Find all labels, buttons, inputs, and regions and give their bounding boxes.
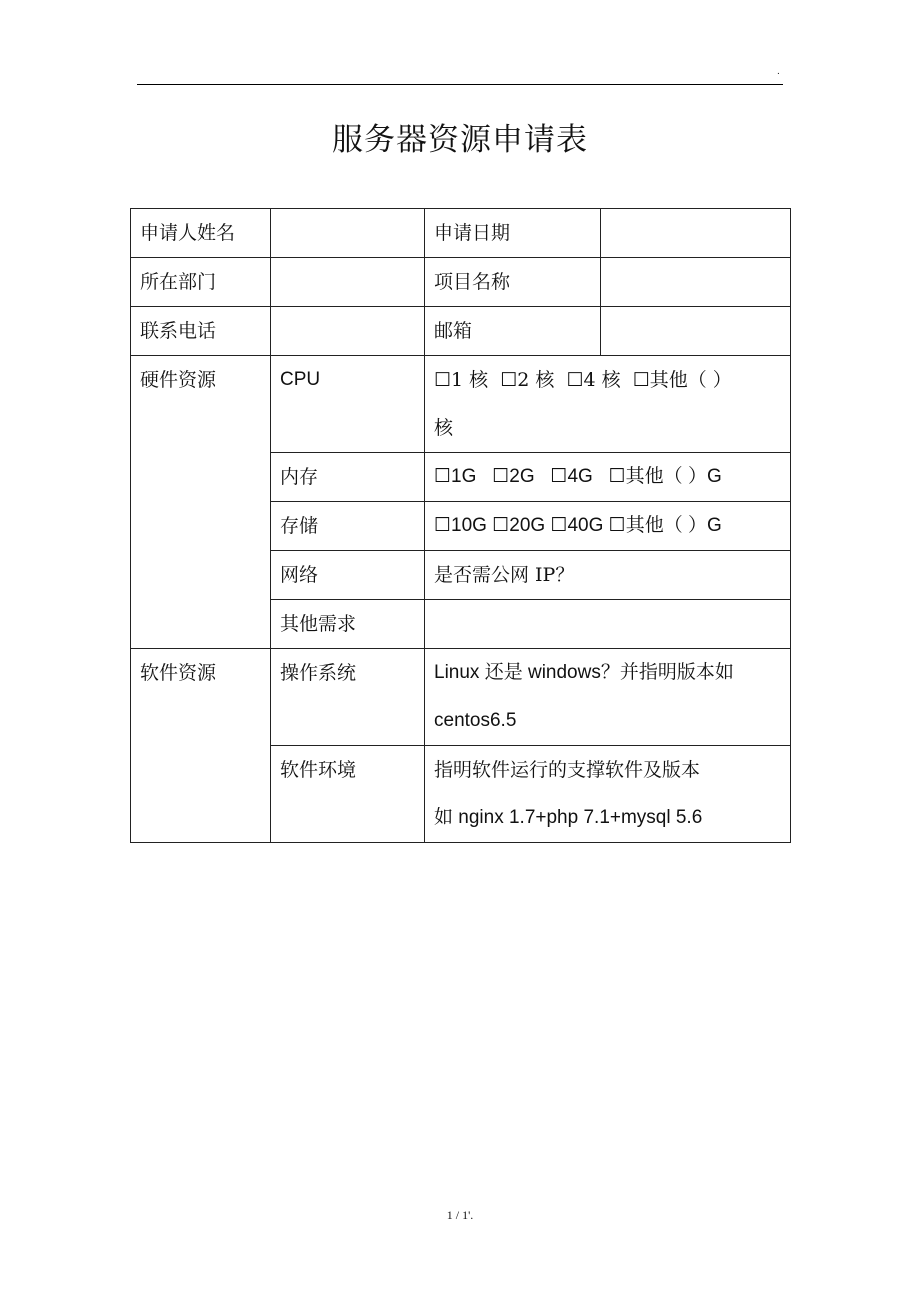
env-line1: 指明软件运行的支撑软件及版本 xyxy=(434,759,701,781)
applicant-label: 申请人姓名 xyxy=(131,209,271,258)
cpu-options-line1: ☐1 核 ☐2 核 ☐4 核 ☐其他（ ） xyxy=(434,369,732,391)
department-field[interactable] xyxy=(271,258,425,307)
env-field[interactable] xyxy=(425,746,791,843)
cpu-label: CPU xyxy=(271,356,425,453)
os-label: 操作系统 xyxy=(271,649,425,746)
cpu-options-line2: 核 xyxy=(434,417,454,439)
table-row xyxy=(131,209,791,258)
page-number: 1 / 1'. xyxy=(446,1208,474,1222)
memory-options[interactable]: ☐1G ☐2G ☐4G ☐其他（ ）G xyxy=(425,453,791,502)
other-needs-label: 其他需求 xyxy=(271,600,425,649)
storage-label: 存储 xyxy=(271,502,425,551)
cpu-options[interactable] xyxy=(425,356,791,453)
other-needs-field[interactable] xyxy=(425,600,791,649)
phone-label: 联系电话 xyxy=(131,307,271,356)
email-field[interactable] xyxy=(601,307,791,356)
date-field[interactable] xyxy=(601,209,791,258)
table-row xyxy=(131,356,791,453)
header-rule xyxy=(137,84,783,85)
table-row xyxy=(131,649,791,746)
date-label: 申请日期 xyxy=(425,209,601,258)
network-question[interactable]: 是否需公网 IP？ xyxy=(425,551,791,600)
application-form-table xyxy=(130,208,791,843)
project-label: 项目名称 xyxy=(425,258,601,307)
department-label: 所在部门 xyxy=(131,258,271,307)
table-row xyxy=(131,307,791,356)
storage-options[interactable]: ☐10G ☐20G ☐40G ☐其他（ ）G xyxy=(425,502,791,551)
phone-field[interactable] xyxy=(271,307,425,356)
applicant-field[interactable] xyxy=(271,209,425,258)
project-field[interactable] xyxy=(601,258,791,307)
env-line2: 如 nginx 1.7+php 7.1+mysql 5.6 xyxy=(434,807,703,828)
header-mark: . xyxy=(777,66,780,77)
software-section-label: 软件资源 xyxy=(131,649,271,843)
hardware-section-label: 硬件资源 xyxy=(131,356,271,649)
os-line1: Linux 还是 windows？并指明版本如 xyxy=(434,662,734,683)
os-line2: centos6.5 xyxy=(434,710,517,731)
email-label: 邮箱 xyxy=(425,307,601,356)
memory-label: 内存 xyxy=(271,453,425,502)
os-field[interactable] xyxy=(425,649,791,746)
table-row xyxy=(131,258,791,307)
page-title: 服务器资源申请表 xyxy=(332,122,588,158)
network-label: 网络 xyxy=(271,551,425,600)
env-label: 软件环境 xyxy=(271,746,425,843)
